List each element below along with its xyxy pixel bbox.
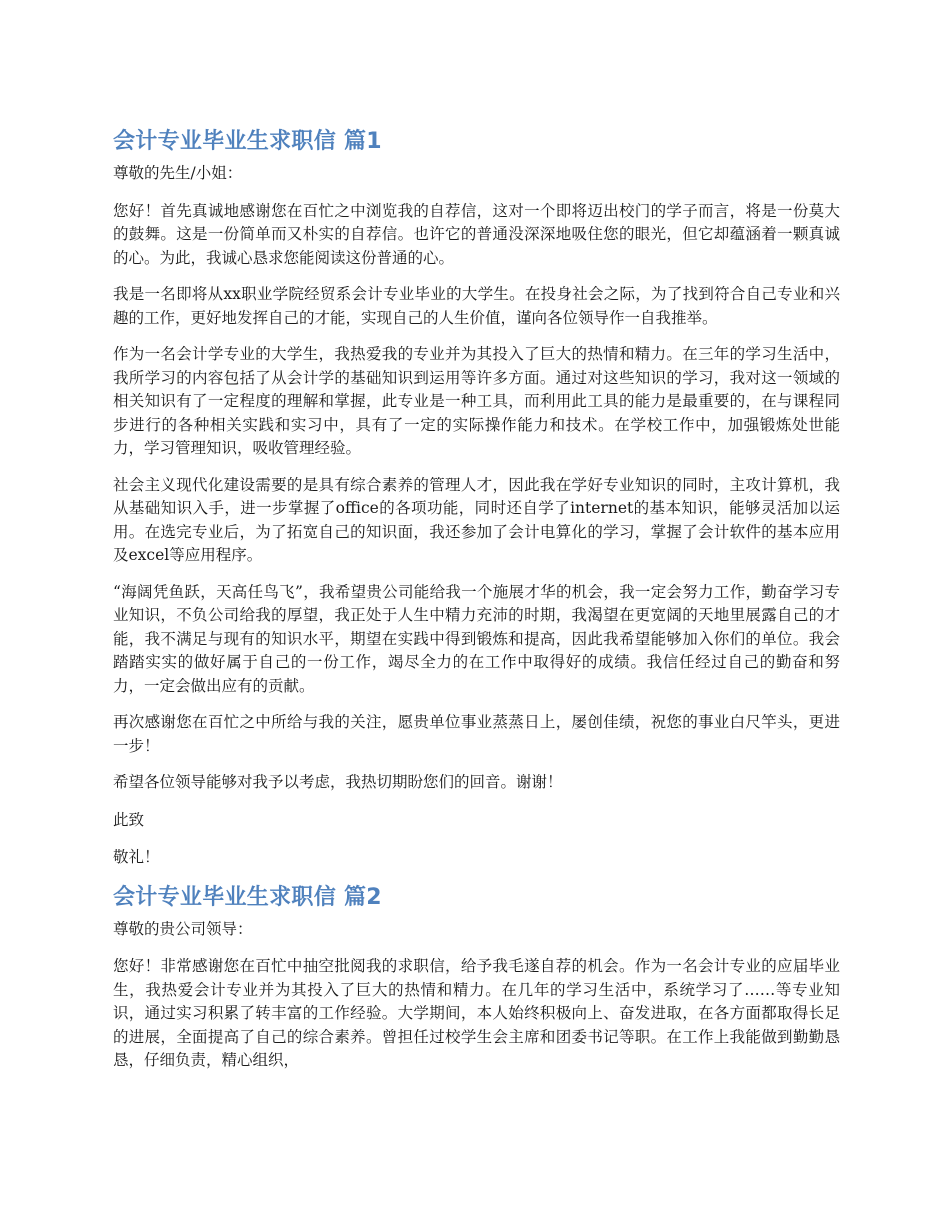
letter-1-paragraph-1: 您好！首先真诚地感谢您在百忙之中浏览我的自荐信，这对一个即将迈出校门的学子而言，将是一份莫大的鼓舞。这是一份简单而又朴实的自荐信。也许它的普通没深深地吸住您的眼光，但它却蕴涵着一颗真诚的心。为此，我诚心恳求您能阅读这份普通的心。 [113, 201, 840, 267]
letter-1-paragraph-5: “海阔凭鱼跃，天高任鸟飞”，我希望贵公司能给我一个施展才华的机会，我一定会努力工作，勤奋学习专业知识，不负公司给我的厚望，我正处于人生中精力充沛的时期，我渴望在更宽阔的天地里展露自己的才能，我不满足与现有的知识水平，期望在实践中得到锻炼和提高，因此我希望能够加入你们的单位。我会踏踏实实的做好属于自己的一份工作，竭尽全力的在工作中取得好的成绩。我信任经过自己的勤奋和努力，一定会做出应有的贡献。 [113, 582, 840, 695]
letter-1-closing-1: 此致 [113, 810, 145, 829]
letter-2-salutation: 尊敬的贵公司领导： [113, 919, 253, 938]
letter-1-paragraph-4: 社会主义现代化建设需要的是具有综合素养的管理人才，因此我在学好专业知识的同时，主攻计算机，我从基础知识入手，进一步掌握了office的各项功能，同时还自学了internet的基本知识，能够灵活加以运用。在选完专业后，为了拓宽自己的知识面，我还参加了会计电算化的学习，掌握了会计软件的基本应用及excel等应用程序。 [113, 475, 840, 564]
letter-1-paragraph-7: 希望各位领导能够对我予以考虑，我热切期盼您们的回音。谢谢！ [113, 773, 563, 791]
letter-1-closing-2: 敬礼！ [113, 848, 160, 866]
letter-2-paragraph-1: 您好！非常感谢您在百忙中抽空批阅我的求职信，给予我毛遂自荐的机会。作为一名会计专业的应届毕业生，我热爱会计专业并为其投入了巨大的热情和精力。在几年的学习生活中，系统学习了……等专业知识，通过实习积累了转丰富的工作经验。大学期间，本人始终积极向上、奋发进取，在各方面都取得长足的进展，全面提高了自己的综合素养。曾担任过校学生会主席和团委书记等职。在工作上我能做到勤勤恳恳，仔细负责，精心组织， [113, 957, 840, 1069]
letter-2-title: 会计专业毕业生求职信 篇2 [113, 884, 382, 910]
letter-1-title: 会计专业毕业生求职信 篇1 [113, 129, 382, 154]
letter-1-paragraph-3: 作为一名会计学专业的大学生，我热爱我的专业并为其投入了巨大的热情和精力。在三年的学习生活中，我所学习的内容包括了从会计学的基础知识到运用等许多方面。通过对这些知识的学习，我对这一领域的相关知识有了一定程度的理解和掌握，此专业是一种工具，而利用此工具的能力是最重要的，在与课程同步进行的各种相关实践和实习中，具有了一定的实际操作能力和技术。在学校工作中，加强锻炼处世能力，学习管理知识，吸收管理经验。 [113, 345, 840, 457]
document-page [113, 0, 840, 1086]
letter-1-paragraph-6: 再次感谢您在百忙之中所给与我的关注，愿贵单位事业蒸蒸日上，屡创佳绩，祝您的事业白尺竿头，更进一步！ [113, 713, 840, 755]
letter-1-paragraph-2: 我是一名即将从xx职业学院经贸系会计专业毕业的大学生。在投身社会之际，为了找到符合自己专业和兴趣的工作，更好地发挥自己的才能，实现自己的人生价值，谨向各位领导作一自我推举。 [113, 285, 840, 327]
letter-1-salutation: 尊敬的先生/小姐： [113, 164, 243, 182]
